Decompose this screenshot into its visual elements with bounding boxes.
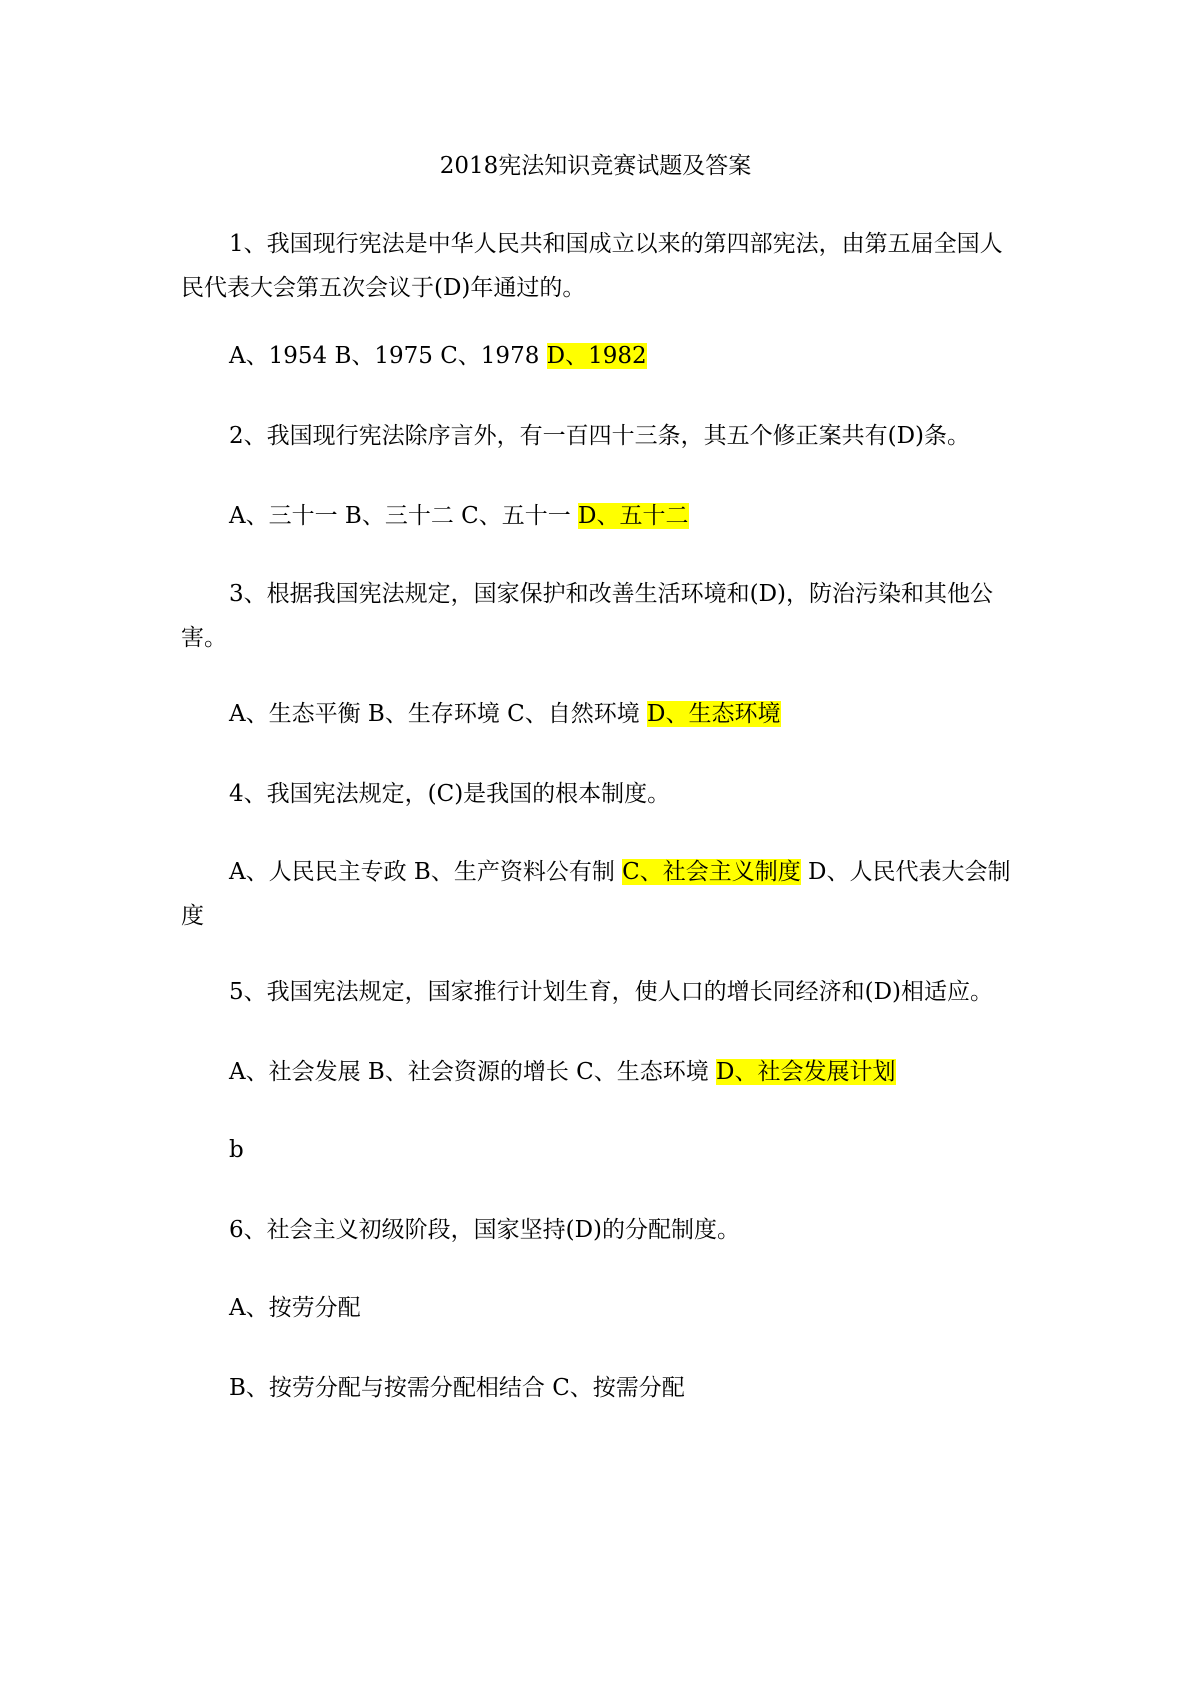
answer-options-3 <box>181 692 1011 736</box>
question-2: 2、我国现行宪法除序言外，有一百四十三条，其五个修正案共有(D)条。 <box>229 423 971 449</box>
stray-text: b <box>229 1137 244 1163</box>
answer-option-6b: B、按劳分配与按需分配相结合 C、按需分配 <box>229 1375 685 1401</box>
page-title: 2018宪法知识竞赛试题及答案 <box>439 153 752 179</box>
question-3: 3、根据我国宪法规定，国家保护和改善生活环境和(D)，防治污染和其他公害。 <box>181 581 994 651</box>
answer-options-1 <box>181 334 1011 378</box>
answer-options-4 <box>181 850 1011 938</box>
correct-answer-highlight: D、社会发展计划 <box>716 1059 896 1085</box>
correct-answer-highlight: C、社会主义制度 <box>622 859 801 885</box>
option-text: A、人民民主专政 B、生产资料公有制 <box>229 859 623 885</box>
answer-option-6a: A、按劳分配 <box>229 1295 361 1321</box>
option-text: A、1954 B、1975 C、1978 <box>229 343 547 369</box>
option-text: A、三十一 B、三十二 C、五十一 <box>229 503 579 529</box>
correct-answer-highlight: D、1982 <box>546 343 647 369</box>
answer-options-2 <box>181 494 1011 538</box>
correct-answer-highlight: D、生态环境 <box>647 701 781 727</box>
option-text-after: D、人民代表大会制度 <box>181 859 1011 929</box>
option-text: A、社会发展 B、社会资源的增长 C、生态环境 <box>229 1059 717 1085</box>
question-1: 1、我国现行宪法是中华人民共和国成立以来的第四部宪法，由第五届全国人民代表大会第五次会议于(D)年通过的。 <box>181 231 1003 301</box>
correct-answer-highlight: D、五十二 <box>578 503 689 529</box>
answer-options-5 <box>181 1050 1011 1094</box>
question-5: 5、我国宪法规定，国家推行计划生育，使人口的增长同经济和(D)相适应。 <box>229 979 994 1005</box>
question-6: 6、社会主义初级阶段，国家坚持(D)的分配制度。 <box>229 1217 741 1243</box>
option-text: A、生态平衡 B、生存环境 C、自然环境 <box>229 701 648 727</box>
question-4: 4、我国宪法规定，(C)是我国的根本制度。 <box>229 781 671 807</box>
